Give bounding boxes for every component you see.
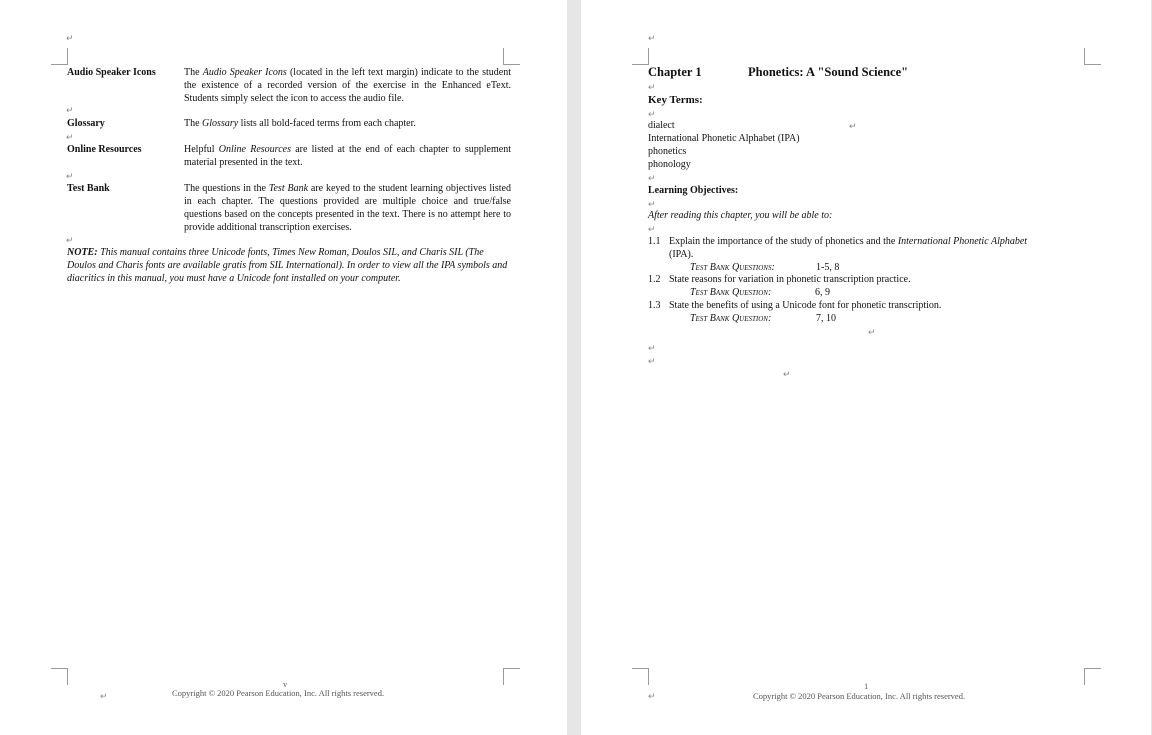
paragraph-mark: ↵ — [66, 33, 74, 43]
crop-mark-top-left — [51, 48, 68, 65]
definition-audio-speaker-icons: The Audio Speaker Icons (located in the left text margin) indicate to the student the existence of a recorded version of the exercise in the Enhanced eText. Students simply select the icon to access the audio file. — [184, 67, 511, 104]
test-bank-label: Test Bank Question: — [690, 313, 772, 324]
paragraph-mark: ↵ — [66, 171, 74, 181]
note-paragraph — [67, 246, 511, 285]
term-test-bank: Test Bank — [67, 183, 110, 194]
key-term-item: phonetics — [648, 146, 687, 157]
objective-text: State reasons for variation in phonetic transcription practice. — [669, 274, 911, 285]
paragraph-mark: ↵ — [868, 327, 876, 337]
copyright-footer: Copyright © 2020 Pearson Education, Inc. All rights reserved. — [172, 688, 385, 698]
test-bank-label: Test Bank Question: — [690, 287, 772, 298]
crop-mark-bottom-left — [51, 668, 68, 685]
crop-mark-top-right — [503, 48, 520, 65]
crop-mark-bottom-left — [632, 668, 649, 685]
crop-mark-top-right — [1084, 48, 1101, 65]
definition-online-resources: Helpful Online Resources are listed at the end of each chapter to supplement material presented in the text. — [184, 144, 511, 168]
note-label: NOTE: — [67, 247, 98, 258]
paragraph-mark: ↵ — [66, 132, 74, 142]
paragraph-mark: ↵ — [648, 356, 656, 366]
document-page-right — [581, 0, 1151, 735]
copyright-footer: Copyright © 2020 Pearson Education, Inc. All rights reserved. — [753, 691, 966, 701]
key-term-item: dialect — [648, 120, 675, 131]
term-online-resources: Online Resources — [67, 144, 142, 155]
objective-text: State the benefits of using a Unicode font for phonetic transcription. — [669, 300, 942, 311]
objective-number: 1.3 — [648, 300, 661, 311]
definition-glossary: The Glossary lists all bold-faced terms from each chapter. — [184, 118, 416, 129]
paragraph-mark: ↵ — [783, 369, 791, 379]
crop-mark-bottom-right — [1084, 668, 1101, 685]
paragraph-mark: ↵ — [648, 82, 656, 92]
term-glossary: Glossary — [67, 118, 105, 129]
page-number: 1 — [864, 681, 869, 691]
test-bank-value: 7, 10 — [816, 313, 836, 324]
objective-text: Explain the importance of the study of phonetics and the International Phonetic Alphabet (IPA). — [669, 236, 1028, 260]
crop-mark-top-left — [632, 48, 649, 65]
paragraph-mark: ↵ — [66, 235, 74, 245]
paragraph-mark: ↵ — [648, 33, 656, 43]
key-terms-heading: Key Terms: — [648, 94, 703, 106]
test-bank-value: 1-5, 8 — [816, 262, 840, 273]
chapter-title: Phonetics: A "Sound Science" — [748, 65, 909, 79]
document-page-left — [0, 0, 567, 735]
paragraph-mark: ↵ — [648, 109, 656, 119]
paragraph-mark: ↵ — [66, 105, 74, 115]
chapter-label: Chapter 1 — [648, 65, 702, 79]
test-bank-label: Test Bank Questions: — [690, 262, 775, 273]
crop-mark-bottom-right — [503, 668, 520, 685]
paragraph-mark: ↵ — [648, 691, 656, 701]
paragraph-mark: ↵ — [100, 691, 108, 701]
test-bank-value: 6, 9 — [815, 287, 830, 298]
definition-test-bank: The questions in the Test Bank are keyed to the student learning objectives listed in each chapter. The questions provided are multiple choice and true/false questions based on the concepts presented in the text. There is no attempt here to provide additional transcription exercises. — [184, 183, 511, 233]
paragraph-mark: ↵ — [648, 224, 656, 234]
learning-objectives-heading: Learning Objectives: — [648, 185, 739, 196]
paragraph-mark: ↵ — [849, 121, 857, 131]
objective-number: 1.1 — [648, 236, 661, 247]
paragraph-mark: ↵ — [648, 199, 656, 209]
term-audio-speaker-icons: Audio Speaker Icons — [67, 67, 156, 78]
paragraph-mark: ↵ — [648, 343, 656, 353]
key-term-item: phonology — [648, 159, 691, 170]
page-number: v — [283, 679, 288, 689]
objectives-intro: After reading this chapter, you will be able to: — [648, 210, 833, 221]
key-term-item: International Phonetic Alphabet (IPA) — [648, 133, 800, 144]
note-text: This manual contains three Unicode fonts, Times New Roman, Doulos SIL, and Charis SIL (The Doulos and Charis fonts are available gratis from SIL International). In order to view all the IPA symbols and diacritics in this manual, you must have a Unicode font installed on your computer. — [67, 247, 508, 284]
paragraph-mark: ↵ — [648, 173, 656, 183]
objective-number: 1.2 — [648, 274, 661, 285]
